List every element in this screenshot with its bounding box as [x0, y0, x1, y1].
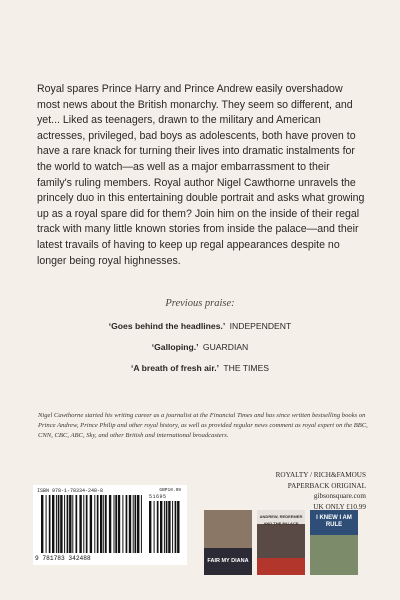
isbn-label: ISBN 978-1-78334-248-8 [37, 488, 104, 494]
barcode-stripe [72, 495, 73, 553]
barcode-stripe [86, 495, 88, 553]
format-label: PAPERBACK ORIGINAL [287, 481, 366, 490]
barcode-stripe [149, 501, 151, 553]
praise-section [0, 298, 400, 384]
barcode-stripe [76, 495, 78, 553]
barcode-stripe [41, 495, 43, 553]
barcode-stripe [103, 495, 104, 553]
cover-band [257, 558, 305, 575]
barcode-stripe [83, 495, 84, 553]
barcode-stripe [141, 495, 142, 553]
barcode-stripe [64, 495, 65, 553]
addon-digits: 51695 [149, 494, 167, 500]
addon-bars [149, 501, 181, 553]
barcode-stripe [67, 495, 69, 553]
barcode-stripe [97, 495, 99, 553]
barcode-stripe [160, 501, 162, 553]
barcode-stripe [137, 495, 139, 553]
cover-photo [310, 535, 358, 575]
barcode-stripe [100, 495, 102, 553]
barcode-stripe [126, 495, 128, 553]
barcode-stripe [46, 495, 47, 553]
blurb-text: Royal spares Prince Harry and Prince Andrew easily overshadow most news about the British monarchy. They seem so different, and yet... Liked as teenagers, drawn to the military and American actresses, privileged, bad boys as adolescents, both have proven to have a rare knack for turning their lives into dramatic instalments for the world to watch—as well as a major embarrassment to their family's ruling members. Royal author Nigel Cawthorne unravels the princely duo in this entertaining double portrait and asks what growing up as a royal spare did for them? Join him on the inside of their regal track with many little known stories from inside the palace—and their latest travails of having to keep up regal appearances despite no longer being royal highnesses. [37, 83, 365, 267]
category-label: ROYALTY / RICH&FAMOUS [275, 471, 366, 479]
barcode-stripe [56, 495, 57, 553]
barcode-stripe [175, 501, 177, 553]
barcode-stripe [135, 495, 137, 553]
book-cover-1 [204, 510, 252, 575]
barcode-stripe [157, 501, 159, 553]
quote-text: ‘Goes behind the headlines.’ [108, 321, 226, 331]
barcode-stripe [133, 495, 134, 553]
barcode [33, 485, 187, 565]
praise-quote [0, 342, 400, 352]
author-bio: Nigel Cawthorne started his writing career as a journalist at the Financial Times and has since written bestselling books on Prince Andrew, Prince Philip and other royal history, as well as provided regular news comment as royal expert on the BBC, CNN, CBC, ABC, Sky, and other British and international broadcasters. [38, 412, 368, 439]
barcode-stripe [166, 501, 168, 553]
book-cover-2 [257, 510, 305, 575]
barcode-stripe [52, 495, 54, 553]
publisher-site: gibsonsquare.com [313, 492, 366, 500]
barcode-stripe [172, 501, 173, 553]
barcode-stripe [94, 495, 95, 553]
praise-quote [0, 363, 400, 373]
barcode-stripe [69, 495, 71, 553]
barcode-stripe [122, 495, 123, 553]
cover-photo [204, 510, 252, 548]
barcode-stripe [118, 495, 120, 553]
cover-photo [257, 524, 305, 558]
praise-heading: Previous praise: [165, 298, 235, 309]
barcode-stripe [49, 495, 51, 553]
barcode-stripe [58, 495, 60, 553]
barcode-price-code: GBP10.99 [159, 488, 181, 493]
price-label: UK ONLY £10.99 [313, 502, 366, 511]
barcode-stripe [129, 495, 131, 553]
barcode-stripe [154, 501, 155, 553]
barcode-stripe [177, 501, 179, 553]
barcode-stripe [114, 495, 115, 553]
ean-digits: 9 781783 342488 [35, 555, 91, 562]
ean-bars [41, 495, 145, 553]
barcode-stripe [115, 495, 117, 553]
book-title: FAIR MY DIANA [207, 558, 249, 564]
book-title: ANDREW, REDEEMER AND THE PALACE [259, 514, 303, 526]
book-cover-3 [310, 510, 358, 575]
barcode-stripe [79, 495, 81, 553]
barcode-stripe [90, 495, 92, 553]
publisher-info [206, 470, 366, 512]
quote-text: ‘Galloping.’ [151, 342, 199, 352]
barcode-stripe [109, 495, 111, 553]
praise-quote [0, 321, 400, 331]
quote-source: GUARDIAN [202, 342, 249, 352]
quote-text: ‘A breath of fresh air.’ [130, 363, 219, 373]
barcode-stripe [164, 501, 165, 553]
book-title: I KNEW I AM RULE [316, 515, 352, 528]
barcode-stripe [105, 495, 107, 553]
quote-source: INDEPENDENT [229, 321, 292, 331]
quote-source: THE TIMES [223, 363, 270, 373]
barcode-stripe [168, 501, 170, 553]
barcode-stripe [60, 495, 62, 553]
